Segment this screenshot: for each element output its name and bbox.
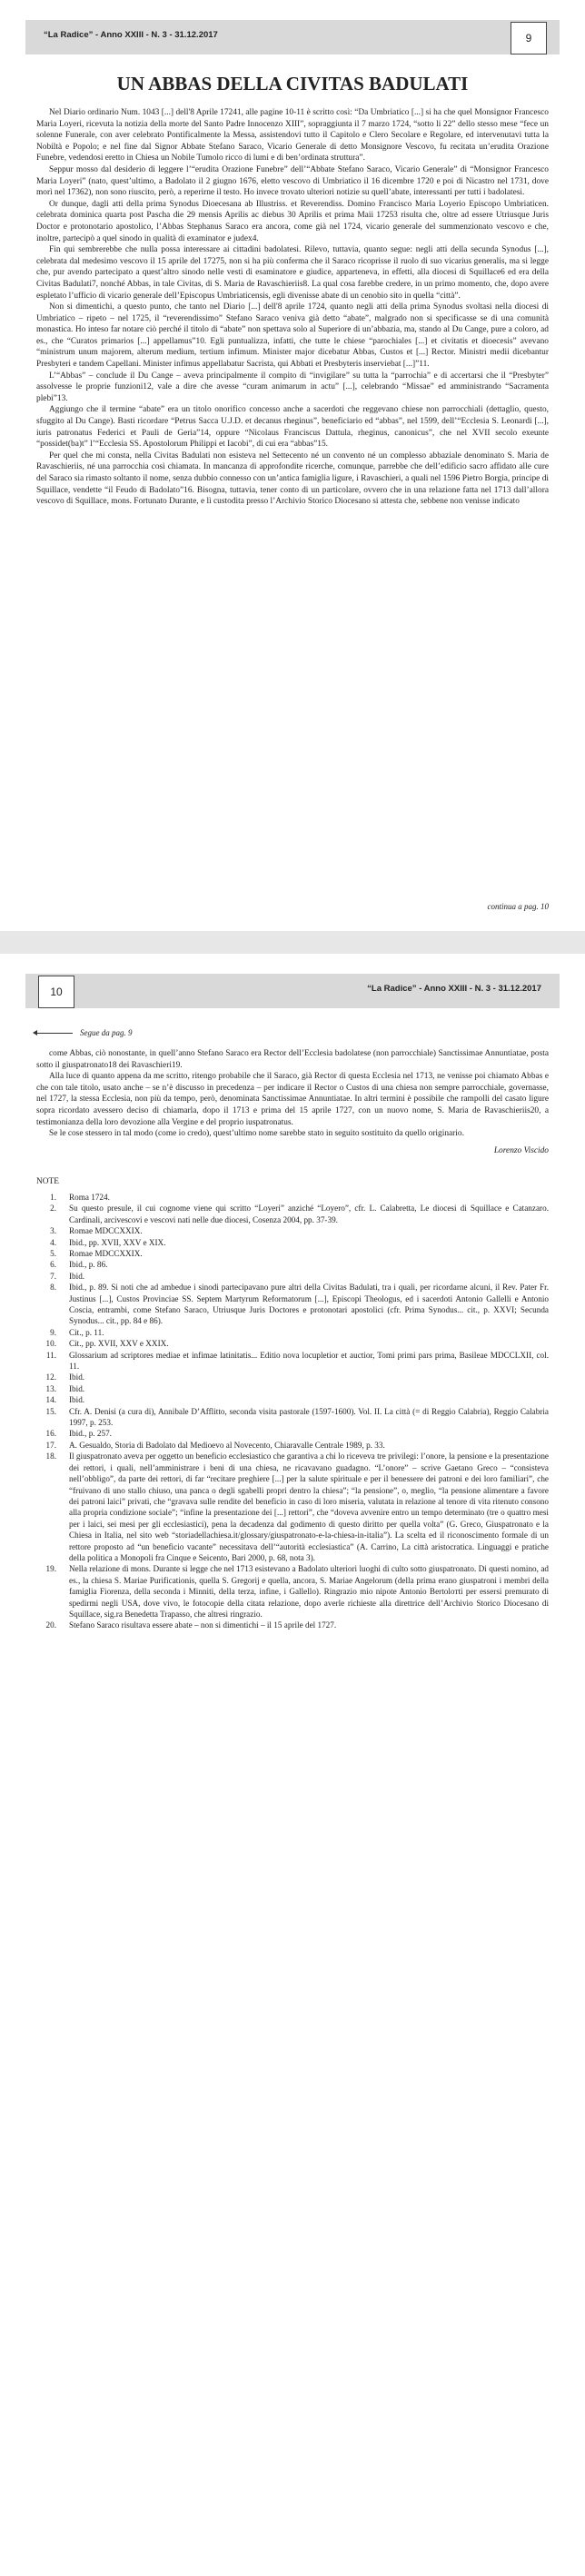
note-text: Ibid., p. 257. (69, 1429, 112, 1439)
note-text: Ibid. (69, 1372, 85, 1382)
note-text: Romae MDCCXXIX. (69, 1226, 143, 1236)
notes-list (36, 1192, 549, 1631)
note-number: 9. (50, 1327, 56, 1337)
note-text: Ibid., p. 86. (69, 1260, 108, 1270)
article-title: UN ABBAS DELLA CIVITAS BADULATI (116, 73, 469, 94)
note-item (36, 1372, 549, 1382)
arrow-left-icon (36, 1033, 73, 1034)
note-text: Ibid., pp. XVII, XXV e XIX. (69, 1237, 166, 1247)
note-text: Cfr. A. Denisi (a cura di), Annibale D’Afflitto, seconda visita pastorale (1597-1600). Vol. II. La città (= di Reggio Calabria), Reggio Calabria 1997, p. 253. (69, 1406, 549, 1428)
page-header (25, 974, 560, 1008)
header-text: “La Radice” - Anno XXIII - N. 3 - 31.12.2017 (44, 30, 218, 40)
note-number: 20. (45, 1620, 56, 1630)
note-text: Ibid. (69, 1383, 85, 1393)
note-item (36, 1394, 549, 1405)
page-header (25, 20, 560, 54)
paragraph: Non si dimentichi, a questo punto, che tanto nel Diario [...] dell'8 aprile 1724, quanto negli atti della prima Synodus svoltasi nella diocesi di Umbriatico – ripeto – nel 1725, il “reverendissimo” Stefano Saraco veniva già detto “abate”, malgrado non si specificasse se di una comunità monastica. Ho inteso far notare ciò perché il titolo di “abate” non spettava solo al Superiore di un’abbazia, ma, stando al Du Cange, pure a coloro, ad es., che “Curatos primarios [...] appellamus”10. Egli puntualizza, infatti, che tutte le chiese “parochiales [...] et civitatis et dioecesis” avevano “ministrum unum majorem, alterum medium, tertium infimum. Minister major dicebatur Abbas, Custos et [...] Rector. Ministri medii dicebantur Presbyteri e tandem Capellani. Minister infimus appellabatur Sacrista, qui Abbati et Presbyteris inserviebat [...]”11. (36, 302, 549, 370)
note-item (36, 1248, 549, 1259)
article-body-continued (36, 1048, 549, 1631)
note-text: Glossarium ad scriptores mediae et infimae latinitatis... Editio nova locupletior et auctior, Tomi primi pars prima, Basileae MDCCLXII, col. 11. (69, 1350, 549, 1372)
note-number: 7. (50, 1271, 56, 1281)
paragraph: Per quel che mi consta, nella Civitas Badulati non esisteva nel Settecento né un convento né un complesso abbaziale denominato S. Maria de Ravaschieriis, né una parrocchia così chiamata. In mancanza di approfondite ricerche, comunque, parrebbe che dell’edificio sacro affidato alle cure del Saraco sia rimasto soltanto il nome, senza dubbio connesso con un’antica famiglia ligure, i Ravaschieri, a quali nel 1596 Pietro Borgia, principe di Squillace, vendette “il Feudo di Badolato”16. Bisogna, tuttavia, tener conto di un particolare, ovvero che in una relazione fatta nel 1713 dall’allora vescovo di Squillace, mons. Fortunato Durante, e lì custodita presso l’Archivio Storico Diocesano si attesta che, sebbene non venisse indicato (36, 451, 549, 507)
note-number: 2. (50, 1204, 56, 1214)
note-text: Roma 1724. (69, 1192, 110, 1202)
paragraph: come Abbas, ciò nonostante, in quell’anno Stefano Saraco era Rector dell’Ecclesia badolatese (non parrocchiale) Sanctissimae Annuntiatae, posta sotto il giuspatronato18 dei Ravaschieri19. (36, 1049, 549, 1070)
note-text: Ibid., p. 89. Si noti che ad ambedue i sinodi partecipavano pure altri della Civitas Badulati, tra i quali, per ricordarne alcuni, il Rev. Pater Fr. Justinus [...], Custos Provinciae SS. Septem Martyrum Reformatorum [...], Episcopi Theologus, ed i sacerdoti Antonio Gallelli e Antonio Coscia, entrambi, come Stefano Saraco, Utriusque Juris Doctores e protonotari apostolici (cfr. Prima Synodus... cit., p. XXVI; Secunda Synodus... cit., pp. 84 e 86). (69, 1283, 549, 1326)
note-text: Nella relazione di mons. Durante si legge che nel 1713 esistevano a Badolato ulteriori luoghi di culto sotto giuspatronato. Di questi nomino, ad es., la chiesa S. Mariae Purificationis, quella S. Gregorij e quella, ancora, S. Mariae Angelorum (della prima erano giuspatroni i membri della famiglia Fiorenza, della seconda i Minniti, della terza, infine, i Gallello). Ringrazio mio nipote Antonio Bertoloтti per essersi premurato di spedirmi negli USA, dove vivo, le fotocopie della citata relazione, dopo averle richieste alla direttrice dell’Archivio Storico Diocesano di Squillace, sig.ra Benedetta Trapasso, che altresì ringrazio. (69, 1564, 549, 1619)
paragraph: Aggiungo che il termine “abate” era un titolo onorifico concesso anche a sacerdoti che reggevano chiese non parrocchiali (dettaglio, questo, sfuggito al Du Cange). Basti ricordare “Petrus Sacca U.J.D. et decanus rheginus”, beneficiario ed “abbas”, nel 1599, dell’“Ecclesia S. Leonardi [...], iuris patronatus Federici et Pauli de Geria”14, oppure “Nicolaus Franciscus Dattula, rheginus, canonicus”, che nel XVII secolo exeunte “possidet(ba)t” l’“Ecclesia SS. Apostolorum Philippi et Iacobi”, di cui era “abbas”15. (36, 405, 549, 450)
author-signature: Lorenzo Viscido (493, 1145, 549, 1155)
segue-note (36, 1028, 133, 1037)
page-number: 9 (511, 22, 547, 54)
note-item (36, 1428, 549, 1439)
notes-heading: NOTE (36, 1177, 59, 1187)
paragraph: L’“Abbas” – conclude il Du Cange – aveva principalmente il compito di “invigilare” su tutta la “parrochia” e di accertarsi che il “Presbyter” assolvesse le proprie funzioni12, vale a dire che avesse “curam animarum in actu” [...], celebrando “Missae” ed amministrando “Sacramenta plebi”13. (36, 371, 549, 403)
note-text: Romae MDCCXXIX. (69, 1248, 143, 1258)
note-item (36, 1383, 549, 1394)
note-item (36, 1192, 549, 1203)
paragraph: Seppur mosso dal desiderio di leggere l’“erudita Orazione Funebre” dell’“Abbate Stefano Saraco, Vicario Generale” di “Monsignor Francesco Maria Loyeri” (nato, quest’ultimo, a Badolato il 2 giugno 1676, eletto vescovo di Umbriatico il 16 dicembre 1720 e poi di Nicastro nel 1731, dove morì nel 17362), non sono riuscito, però, a reperirne il testo. Ho invece trovato ulteriori notizie su quell’abate, interessanti per tutti i badolatesi. (36, 164, 549, 198)
segue-text: Segue da pag. 9 (80, 1028, 133, 1037)
note-text: Cit., p. 11. (69, 1327, 104, 1337)
note-text: Cit., pp. XVII, XXV e XXIX. (69, 1339, 169, 1349)
note-number: 11. (45, 1350, 56, 1360)
header-text: “La Radice” - Anno XXIII - N. 3 - 31.12.2017 (367, 984, 541, 994)
paragraph: Or dunque, dagli atti della prima Synodus Dioecesana ab Illustriss. et Reverendiss. Domino Francisco Maria Loyerio Episcopo Umbriaticen. celebrata dominica quarta post Pascha die 29 mensis Aprilis ac diebus 30 Aprilis et prima Maii 17253 risulta che, oltre ad essere Utriusque Juris Doctor e protonotario apostolico, l’Abbas Stephanus Saraco era ancora, come già nel 1724, vicario generale del summenzionato vescovo e che, inoltre, partecipò a quel sinodo in qualità di examinator e judex4. (36, 199, 549, 243)
page-separator (0, 931, 585, 954)
paragraph: Alla luce di quanto appena da me scritto, ritengo probabile che il Saraco, già Rector di questa Ecclesia nel 1713, ne venisse poi chiamato Abbas e che con tale titolo, usato anche – se n’è discusso in precedenza – per indicare il Rector o Custos di una chiesa non sempre parrocchiale, governasse, nel 1727, la stessa Ecclesia, non più da tempo, però, denominata Sanctissimae Annuntiatae. In altri termini è possibile che rampolli del casato ligure sopra ricordato avessero deciso di chiamarla, dopo il 1713 e prima del 15 aprile 1727, con un nuovo nome, S. Maria de Ravaschieriis20, a testimonianza della loro devozione alla Vergine e del proprio iuspatronatus. (36, 1072, 549, 1127)
note-item (36, 1563, 549, 1620)
paragraph: Nel Diario ordinario Num. 1043 [...] dell'8 Aprile 17241, alle pagine 10-11 è scritto così: “Da Umbriatico [...] si ha che quel Monsignor Francesco Maria Loyeri, ricevuta la notizia della morte del Santo Padre Innocenzo XIII”, sopraggiunta il 7 marzo 1724, “sotto li 22” dello stesso mese “fece un solenne Funerale, con aver celebrato Pontificalmente la Messa, assistendovi tutto il Capitolo e Clero Secolare e Regolare, ed intervenutavi tutta la Nobiltà e Popolo; e nel fine dal Signor Abbate Stefano Saraco, Vicario Generale di detto Monsignore Vescovo, fu recitata un’erudita Orazione Funebre, vedendosi eretto in Chiesa un Nobile Tumolo ricco di lumi e di ben’ordinata struttura”. (36, 108, 549, 163)
note-text: Su questo presule, il cui cognome viene qui scritto “Loyeri” anziché “Loyero”, cfr. L. Calabretta, Le diocesi di Squillace e Catanzaro. Cardinali, arcivescovi e vescovi nati nelle due diocesi, Cosenza 2004, pp. 37-39. (69, 1204, 549, 1224)
note-number: 10. (45, 1339, 56, 1349)
note-item (36, 1259, 549, 1270)
paragraph: Se le cose stessero in tal modo (come io credo), quest’ultimo nome sarebbe stato in seguito sostituito da quello originario. (49, 1129, 464, 1139)
note-number: 13. (45, 1383, 56, 1393)
note-item (36, 1282, 549, 1327)
note-number: 15. (45, 1406, 56, 1416)
note-number: 18. (45, 1451, 56, 1461)
note-number: 8. (50, 1283, 56, 1293)
note-number: 12. (45, 1372, 56, 1382)
note-text: Il giuspatronato aveva per oggetto un beneficio ecclesiastico che garantiva a chi lo riceveva tre privilegi: l’onore, la pensione e la presentazione dei rettori, i quali, nell’amministrare i beni di una chiesa, ne ricavavano guadagno. “L’onore” – scrive Gaetano Greco – “consisteva nell’obbligo”, da parte dei rettori, di far “recitare preghiere [...] per la salute spirituale e per il benessere dei patroni e dei loro familiari”, che “fruivano di uno stallo chiuso, una panca o degli sgabelli propri dentro la chiesa”; “la pensione”, o, meglio, “la pensione alimentare a favore dei patroni laici” privati, che “gravava sulle rendite del beneficio in caso di loro miseria, valutata in relazione al tenore di vita ritenuto consono alla propria condizione sociale”; “infine la presentazione dei [...] rettori”, che “doveva avvenire entro un tempo determinato (tre o quattro mesi per i laici, sei mesi per gli ecclesiastici), pena la decadenza dal godimento di questo diritto per quella volta” (G. Greco, Giuspatronato e la Chiesa in Italia, nel sito web “storiadellachiesa.it/glossary/giuspatronato-e-la-chiesa-in-italia”). La scelta ed il riconoscimento formale di un rettore proposto ad “un beneficio vacante” necessitava dell’“autorità ecclesiastica” (A. Carrino, La città aristocratica. Linguaggi e pratiche della politica a Monopoli fra Cinque e Seicento, Bari 2000, p. 68, nota 3). (69, 1451, 549, 1562)
note-item (36, 1338, 549, 1349)
note-text: Ibid. (69, 1271, 85, 1281)
note-item (36, 1327, 549, 1338)
note-text: Stefano Saraco risultava essere abate – non si dimentichi – il 15 aprile del 1727. (69, 1620, 337, 1630)
page-number: 10 (38, 976, 74, 1008)
note-number: 1. (50, 1192, 56, 1202)
article-body (36, 107, 549, 508)
continued-note: continua a pag. 10 (487, 902, 549, 911)
note-item (36, 1237, 549, 1248)
note-number: 4. (50, 1237, 56, 1247)
note-number: 5. (50, 1248, 56, 1258)
note-number: 16. (45, 1429, 56, 1439)
note-item (36, 1350, 549, 1372)
note-item (36, 1271, 549, 1282)
note-number: 14. (45, 1395, 56, 1405)
note-number: 17. (45, 1440, 56, 1450)
page-10 (0, 954, 585, 2576)
note-item (36, 1406, 549, 1429)
page-9 (0, 0, 585, 931)
note-item (36, 1225, 549, 1236)
note-item (36, 1203, 549, 1225)
note-text: A. Gesualdo, Storia di Badolato dal Medioevo al Novecento, Chiaravalle Centrale 1989, p. 33. (69, 1440, 385, 1450)
note-text: Ibid. (69, 1395, 85, 1405)
paragraph: Fin qui sembrerebbe che nulla possa interessare ai cittadini badolatesi. Rilevo, tuttavia, quanto segue: negli atti della secunda Synodus [...], celebrata dal medesimo vescovo il 15 aprile del 17275, non si ha più conferma che il Saraco ricoprisse il ruolo di suo vicarius generalis, ma si legge che, pur avendo partecipato a quest’altro sinodo nelle vesti di esaminatore e giudice, apparteneva, in effetti, alla diocesi di Squillace6 ed era della Civitas Badulati7, nonché Abbas, in tale Civitas, di S. Maria de Ravaschieriis8. La qual cosa farebbe credere, in un primo momento, che, dopo avere espletato l’ufficio di vicario generale dell’Episcopus Umbriaticensis, egli divenisse abate di un cenobio sito in quella “città”. (36, 245, 549, 301)
note-number: 3. (50, 1226, 56, 1236)
note-item (36, 1451, 549, 1563)
note-number: 6. (50, 1260, 56, 1270)
note-item (36, 1620, 549, 1630)
note-number: 19. (45, 1564, 56, 1574)
note-item (36, 1440, 549, 1451)
